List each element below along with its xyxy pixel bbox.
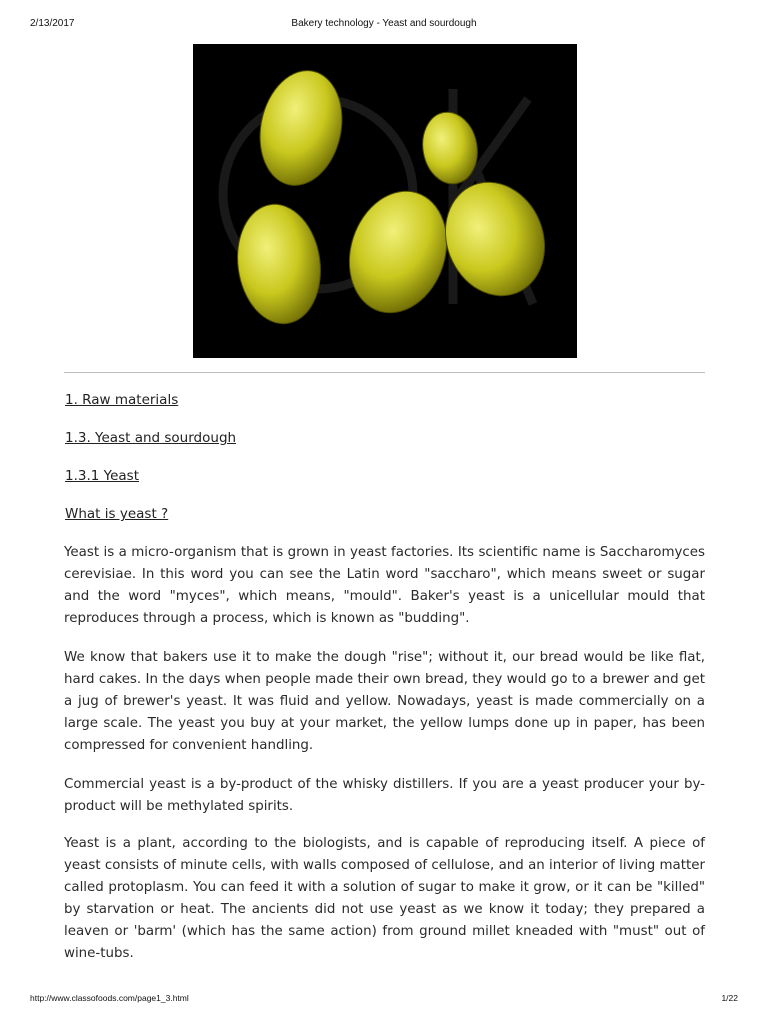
footer-page-number: 1/22 bbox=[721, 993, 738, 1003]
breadcrumb-raw-materials[interactable]: 1. Raw materials bbox=[65, 392, 179, 408]
link-what-is-yeast[interactable]: What is yeast ? bbox=[65, 506, 169, 522]
paragraph-history: We know that bakers use it to make the dough "rise"; without it, our bread would be like flat, hard cakes. In the days when people made their own bread, they would go to a brewer and get a jug of brewer's yeast. It was fluid and yellow. Nowadays, yeast is made commercially on a large scale. The yeast you buy at your market, the yellow lumps done up in paper, has been compressed for convenient handling. bbox=[64, 650, 705, 753]
print-title: Bakery technology - Yeast and sourdough bbox=[291, 18, 477, 29]
yeast-cells bbox=[230, 63, 561, 329]
breadcrumb-yeast-and-sourdough[interactable]: 1.3. Yeast and sourdough bbox=[65, 430, 237, 446]
paragraph-commercial: Commercial yeast is a by-product of the whisky distillers. If you are a yeast producer your by-product will be methylated spirits. bbox=[64, 777, 705, 814]
footer-url: http://www.classofoods.com/page1_3.html bbox=[30, 993, 189, 1003]
print-date: 2/13/2017 bbox=[30, 18, 75, 29]
paragraph-definition: Yeast is a micro-organism that is grown in yeast factories. Its scientific name is Saccharomyces cerevisiae. In this word you can see the Latin word "saccharo", which means sweet or sugar and the word "myces", which means, "mould". Baker's yeast is a unicellular mould that reproduces through a process, which is known as "budding". bbox=[64, 545, 705, 626]
paragraph-biology: Yeast is a plant, according to the biologists, and is capable of reproducing itself. A piece of yeast consists of minute cells, with walls composed of cellulose, and an interior of living matter called protoplasm. You can feed it with a solution of sugar to make it grow, or it can be "killed" by starvation or heat. The ancients did not use yeast as we know it today; they prepared a leaven or 'barm' (which has the same action) from ground millet kneaded with "must" out of wine-tubs. bbox=[64, 836, 705, 961]
breadcrumb-yeast[interactable]: 1.3.1 Yeast bbox=[65, 468, 139, 484]
yeast-cells-image bbox=[193, 44, 577, 358]
section-divider bbox=[64, 372, 705, 373]
